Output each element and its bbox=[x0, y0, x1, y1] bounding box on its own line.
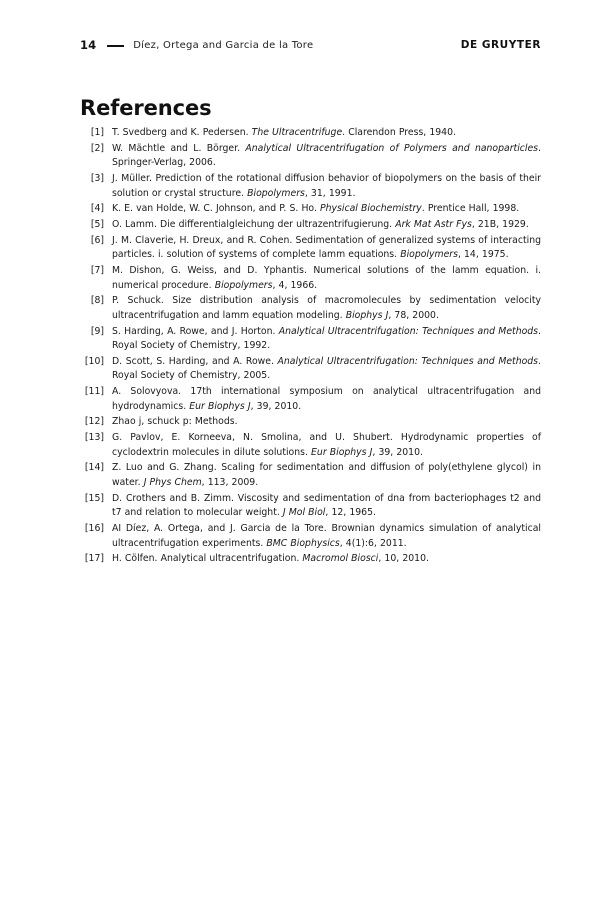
reference-title-italic: Biopolymers bbox=[247, 187, 305, 199]
reference-text-segment: , 14, 1975. bbox=[457, 249, 509, 261]
reference-number: [15] bbox=[84, 492, 104, 504]
reference-text bbox=[104, 492, 541, 521]
reference-text-segment: O. Lamm. Die differentialgleichung der ultrazentrifugierung. bbox=[112, 219, 396, 231]
reference-number: [12] bbox=[84, 416, 104, 428]
reference-text bbox=[104, 552, 541, 567]
reference-title-italic: Eur Biophys J bbox=[189, 400, 251, 412]
reference-text-segment: H. Cölfen. Analytical ultracentrifugation. bbox=[112, 553, 303, 565]
reference-text-segment: J. Müller. Prediction of the rotational diffusion behavior of biopolymers on the basis of their solution or crystal structure. bbox=[112, 173, 541, 199]
reference-number: [6] bbox=[90, 234, 104, 246]
reference-text-segment: AI Díez, A. Ortega, and J. Garcia de la Tore. Brownian dynamics simulation of analytical ultracentrifugation experiments. bbox=[112, 523, 541, 549]
reference-number: [11] bbox=[84, 386, 104, 398]
reference-title-italic: Analytical Ultracentrifugation: Techniques and Methods bbox=[278, 325, 539, 337]
reference-text-segment: , 78, 2000. bbox=[388, 309, 439, 321]
reference-entry bbox=[80, 325, 541, 354]
reference-text-segment: Zhao j, schuck p: Methods. bbox=[112, 416, 238, 428]
reference-entry bbox=[80, 522, 541, 551]
reference-text-segment: D. Scott, S. Harding, and A. Rowe. bbox=[112, 355, 278, 367]
reference-text bbox=[104, 218, 541, 233]
reference-text bbox=[104, 355, 541, 384]
reference-text-segment: , 39, 2010. bbox=[250, 400, 302, 412]
reference-text-segment: , 39, 2010. bbox=[372, 446, 423, 458]
reference-number: [14] bbox=[84, 462, 104, 474]
reference-text-segment: , 113, 2009. bbox=[201, 477, 259, 489]
reference-entry bbox=[80, 492, 541, 521]
reference-entry bbox=[80, 294, 541, 323]
reference-number: [9] bbox=[90, 325, 104, 337]
reference-text-segment: , 4, 1966. bbox=[272, 279, 318, 291]
reference-entry bbox=[80, 218, 541, 233]
reference-number: [17] bbox=[84, 553, 104, 565]
reference-text-segment: . Royal Society of Chemistry, 1992. bbox=[112, 325, 541, 352]
reference-text bbox=[104, 461, 541, 490]
header-author-names: Díez, Ortega and Garcia de la Tore bbox=[133, 39, 314, 51]
reference-title-italic: BMC Biophysics bbox=[266, 537, 340, 549]
reference-text-segment: , 10, 2010. bbox=[378, 553, 429, 565]
reference-number: [13] bbox=[84, 432, 104, 444]
reference-text-segment: S. Harding, A. Rowe, and J. Horton. bbox=[112, 325, 279, 337]
reference-text bbox=[104, 264, 541, 293]
reference-text-segment: T. Svedberg and K. Pedersen. bbox=[112, 127, 252, 138]
reference-text-segment: D. Crothers and B. Zimm. Viscosity and sedimentation of dna from bacteriophages t2 and t7 and relation to molecular weight. bbox=[112, 492, 541, 519]
reference-entry bbox=[80, 172, 541, 201]
reference-entry bbox=[80, 461, 541, 490]
reference-text-segment: M. Dishon, G. Weiss, and D. Yphantis. Numerical solutions of the lamm equation. i. numerical procedure. bbox=[112, 265, 541, 291]
reference-entry bbox=[80, 126, 541, 141]
reference-text-segment: , 31, 1991. bbox=[304, 187, 356, 199]
reference-text bbox=[104, 385, 541, 414]
reference-entry bbox=[80, 355, 541, 384]
reference-title-italic: Biophys J bbox=[345, 309, 389, 321]
reference-text-segment: . Prentice Hall, 1998. bbox=[421, 203, 520, 215]
reference-number: [4] bbox=[90, 203, 104, 215]
reference-title-italic: The Ultracentrifuge bbox=[251, 127, 343, 138]
reference-title-italic: Analytical Ultracentrifugation of Polymers and nanoparticles bbox=[245, 142, 539, 154]
reference-number: [3] bbox=[90, 173, 104, 185]
reference-entry bbox=[80, 385, 541, 414]
reference-text-segment: J. M. Claverie, H. Dreux, and R. Cohen. Sedimentation of generalized systems of interacting particles. i. solution of systems of complete lamm equations. bbox=[112, 234, 541, 261]
publisher-logo-text: DE GRUYTER bbox=[460, 39, 541, 51]
reference-text bbox=[104, 234, 541, 263]
reference-text bbox=[104, 522, 541, 551]
reference-title-italic: Biopolymers bbox=[214, 279, 273, 291]
reference-title-italic: Analytical Ultracentrifugation: Techniques and Methods bbox=[277, 355, 539, 367]
reference-text-segment: P. Schuck. Size distribution analysis of macromolecules by sedimentation velocity ultracentrifugation and lamm equation modeling. bbox=[112, 295, 541, 321]
reference-number: [8] bbox=[90, 295, 104, 307]
reference-text bbox=[104, 202, 541, 217]
reference-text-segment: G. Pavlov, E. Korneeva, N. Smolina, and U. Shubert. Hydrodynamic properties of cyclodextrin molecules in dilute solutions. bbox=[112, 432, 541, 458]
page-title: References bbox=[80, 96, 212, 121]
reference-text-segment: Z. Luo and G. Zhang. Scaling for sedimentation and diffusion of poly(ethylene glycol) in water. bbox=[112, 462, 541, 489]
reference-number: [2] bbox=[90, 142, 104, 154]
reference-title-italic: Eur Biophys J bbox=[311, 446, 373, 458]
reference-number: [7] bbox=[90, 265, 104, 277]
reference-entry bbox=[80, 202, 541, 217]
reference-title-italic: Macromol Biosci bbox=[302, 553, 379, 565]
reference-text-segment: , 21B, 1929. bbox=[471, 219, 529, 231]
reference-text bbox=[104, 142, 541, 171]
reference-text-segment: K. E. van Holde, W. C. Johnson, and P. S. Ho. bbox=[112, 203, 321, 215]
reference-entry bbox=[80, 142, 541, 171]
reference-number: [16] bbox=[84, 523, 104, 535]
reference-entry bbox=[80, 552, 541, 567]
reference-text bbox=[104, 415, 541, 430]
header-rule-dash bbox=[107, 45, 124, 47]
reference-text bbox=[104, 325, 541, 354]
reference-title-italic: J Mol Biol bbox=[282, 507, 326, 519]
reference-number: [10] bbox=[84, 355, 104, 367]
reference-entry bbox=[80, 234, 541, 263]
reference-title-italic: Physical Biochemistry bbox=[320, 203, 422, 215]
reference-number: [1] bbox=[90, 127, 104, 138]
reference-title-italic: Ark Mat Astr Fys bbox=[395, 219, 472, 231]
reference-text bbox=[104, 431, 541, 460]
reference-entry bbox=[80, 431, 541, 460]
reference-number: [5] bbox=[90, 219, 104, 231]
running-header bbox=[80, 36, 541, 54]
reference-entry bbox=[80, 264, 541, 293]
page-number: 14 bbox=[80, 38, 97, 52]
reference-text-segment: , 12, 1965. bbox=[325, 507, 376, 519]
references-list bbox=[80, 126, 541, 568]
reference-text-segment: , 4(1):6, 2011. bbox=[339, 537, 407, 549]
reference-title-italic: Biopolymers bbox=[400, 249, 458, 261]
reference-text-segment: . Royal Society of Chemistry, 2005. bbox=[112, 355, 541, 382]
reference-text bbox=[104, 172, 541, 201]
reference-text-segment: A. Solovyova. 17th international symposium on analytical ultracentrifugation and hydrodynamics. bbox=[112, 386, 541, 412]
reference-text-segment: W. Mächtle and L. Börger. bbox=[112, 142, 246, 154]
reference-text bbox=[104, 294, 541, 323]
reference-text bbox=[104, 126, 541, 141]
reference-text-segment: . Springer-Verlag, 2006. bbox=[112, 142, 541, 169]
reference-text-segment: . Clarendon Press, 1940. bbox=[342, 127, 456, 138]
reference-title-italic: J Phys Chem bbox=[143, 477, 202, 489]
reference-entry bbox=[80, 415, 541, 430]
